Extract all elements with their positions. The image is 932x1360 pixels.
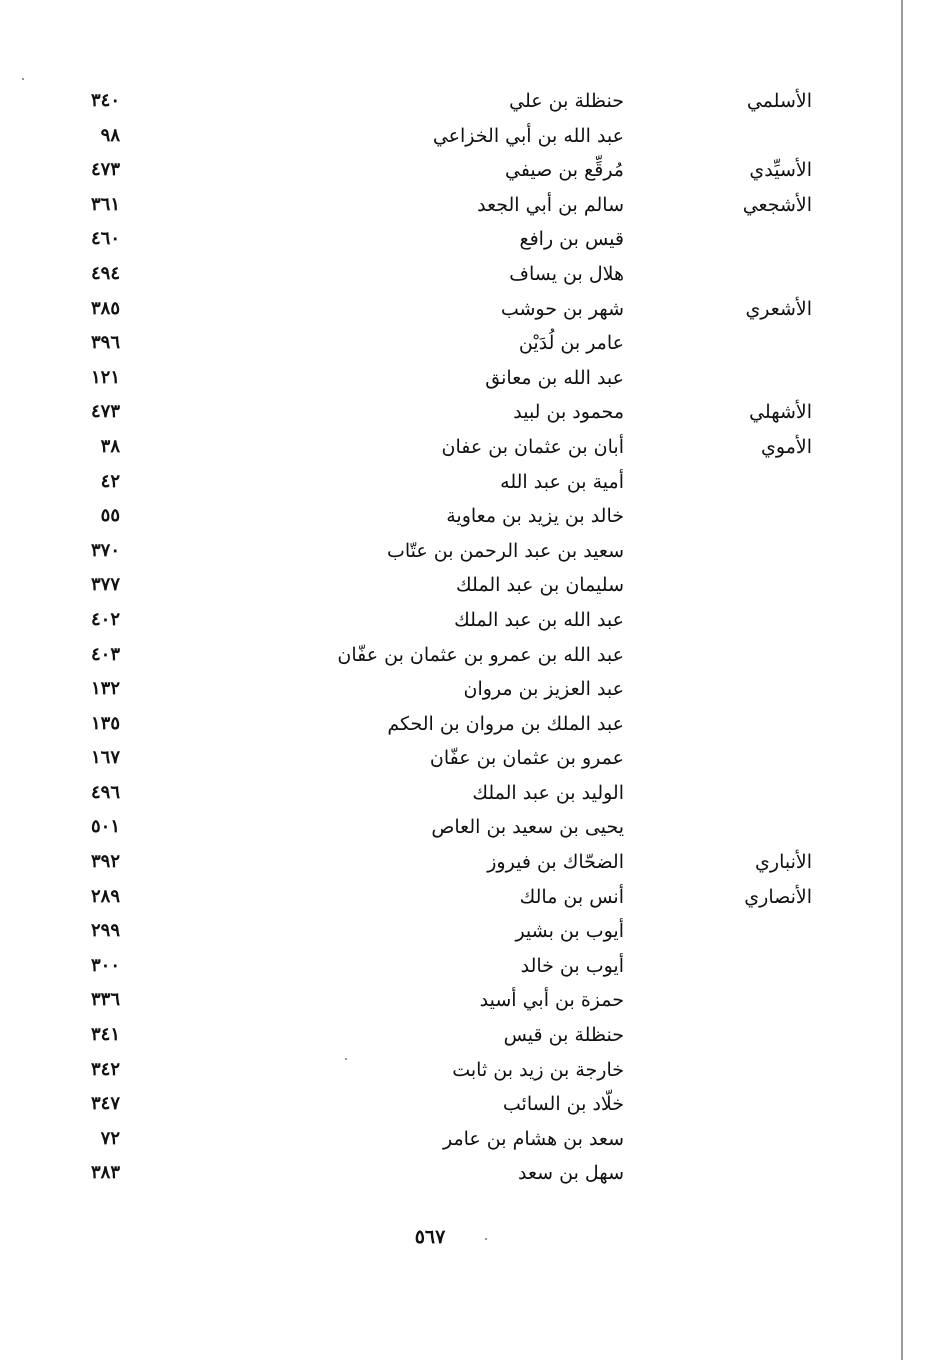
page-number: ٥٦٧ — [414, 1226, 446, 1248]
index-row — [0, 326, 932, 361]
person-name: سليمان بن عبد الملك — [456, 574, 624, 597]
index-row — [0, 119, 932, 154]
index-row — [0, 1156, 932, 1191]
person-name: مُرقِّع بن صيفي — [504, 159, 624, 182]
page-reference: ٢٨٩ — [90, 885, 120, 907]
person-name: عامر بن لُدَيْن — [518, 332, 624, 355]
person-name: حنظلة بن قيس — [503, 1024, 624, 1047]
index-row — [0, 983, 932, 1018]
index-row — [0, 188, 932, 223]
index-row — [0, 776, 932, 811]
scan-speck — [22, 78, 24, 80]
page-reference: ٣٨٣ — [90, 1162, 120, 1184]
index-row — [0, 222, 932, 257]
nisba-label: الأنصاري — [744, 885, 812, 908]
page-reference: ٢٩٩ — [90, 920, 120, 942]
index-row — [0, 672, 932, 707]
person-name: سالم بن أبي الجعد — [477, 193, 624, 216]
nisba-label: الأنباري — [755, 851, 812, 874]
page-reference: ٥٥ — [100, 505, 120, 527]
index-row — [0, 465, 932, 500]
index-row — [0, 845, 932, 880]
index-row — [0, 603, 932, 638]
index-row — [0, 568, 932, 603]
page-reference: ٤٠٢ — [90, 608, 120, 630]
page-reference: ٣٤١ — [90, 1024, 120, 1046]
scan-speck — [345, 1058, 347, 1060]
index-row — [0, 741, 932, 776]
page-reference: ١٦٧ — [90, 747, 120, 769]
person-name: شهر بن حوشب — [500, 297, 624, 320]
index-row — [0, 1122, 932, 1157]
page-reference: ٣٤٠ — [90, 90, 120, 111]
person-name: عبد الله بن أبي الخزاعي — [432, 124, 624, 147]
index-row — [0, 1018, 932, 1053]
page-reference: ١٣٥ — [90, 712, 120, 734]
index-row — [0, 1087, 932, 1122]
page-reference: ١٢١ — [90, 366, 120, 388]
page-reference: ٣٧٠ — [90, 539, 120, 561]
nisba-label: الأشهلي — [749, 401, 812, 424]
person-name: خلّاد بن السائب — [502, 1093, 624, 1116]
index-row — [0, 257, 932, 292]
page-reference: ٣٠٠ — [90, 954, 120, 976]
page-reference: ٤٧٣ — [90, 401, 120, 423]
person-name: خارجة بن زيد بن ثابت — [452, 1058, 624, 1081]
person-name: عبد الله بن معانق — [485, 366, 624, 389]
person-name: عبد الله بن عبد الملك — [454, 608, 624, 631]
index-row — [0, 499, 932, 534]
page-reference: ٣٤٧ — [90, 1093, 120, 1115]
page-reference: ٣٩٢ — [90, 851, 120, 873]
index-row — [0, 153, 932, 188]
nisba-label: الأسلمي — [746, 90, 812, 112]
person-name: أمية بن عبد الله — [500, 470, 624, 493]
person-name: يحيى بن سعيد بن العاص — [431, 816, 624, 839]
person-name: أيوب بن بشير — [515, 920, 624, 943]
index-row — [0, 534, 932, 569]
page-reference: ١٣٢ — [90, 678, 120, 700]
index-row — [0, 949, 932, 984]
person-name: عبد العزيز بن مروان — [463, 678, 624, 701]
index-row — [0, 84, 932, 119]
index-row — [0, 430, 932, 465]
page-reference: ٣٤٢ — [90, 1058, 120, 1080]
person-name: أيوب بن خالد — [520, 954, 624, 977]
index-row — [0, 810, 932, 845]
nisba-label: الأموي — [761, 435, 812, 458]
scan-speck — [485, 1238, 487, 1240]
index-row — [0, 395, 932, 430]
person-name: محمود بن لبيد — [513, 401, 624, 424]
person-name: حمزة بن أبي أسيد — [479, 989, 624, 1012]
page-reference: ٣٦١ — [90, 193, 120, 215]
person-name: سعيد بن عبد الرحمن بن عتّاب — [386, 539, 624, 562]
person-name: عبد الله بن عمرو بن عثمان بن عفّان — [337, 643, 624, 666]
page-reference: ٣٨ — [100, 435, 120, 457]
index-entries — [0, 84, 932, 1191]
page-reference: ٤٦٠ — [90, 228, 120, 250]
person-name: أنس بن مالك — [519, 885, 624, 908]
person-name: هلال بن يساف — [509, 262, 624, 285]
index-row — [0, 292, 932, 327]
person-name: خالد بن يزيد بن معاوية — [446, 505, 624, 528]
person-name: عمرو بن عثمان بن عفّان — [429, 747, 624, 770]
page-reference: ٣٣٦ — [90, 989, 120, 1011]
person-name: أبان بن عثمان بن عفان — [441, 435, 624, 458]
page-reference: ٧٢ — [100, 1127, 120, 1149]
person-name: سعد بن هشام بن عامر — [442, 1127, 624, 1150]
index-row — [0, 880, 932, 915]
page-reference: ٣٨٥ — [90, 297, 120, 319]
page-reference: ٩٨ — [100, 124, 120, 146]
person-name: الوليد بن عبد الملك — [472, 781, 624, 804]
nisba-label: الأشجعي — [742, 193, 812, 216]
index-row — [0, 361, 932, 396]
person-name: سهل بن سعد — [518, 1162, 624, 1185]
page-reference: ٤٩٦ — [90, 781, 120, 803]
page-reference: ٤٢ — [100, 470, 120, 492]
page-reference: ٣٧٧ — [90, 574, 120, 596]
nisba-label: الأشعري — [745, 297, 812, 320]
page-reference: ٤٠٣ — [90, 643, 120, 665]
page-reference: ٣٩٦ — [90, 332, 120, 354]
index-row — [0, 914, 932, 949]
nisba-label: الأسيِّدي — [749, 159, 812, 182]
person-name: حنظلة بن علي — [509, 90, 624, 112]
page-reference: ٥٠١ — [90, 816, 120, 838]
page-reference: ٤٩٤ — [90, 262, 120, 284]
person-name: قيس بن رافع — [519, 228, 624, 251]
page-reference: ٤٧٣ — [90, 159, 120, 181]
person-name: الضحّاك بن فيروز — [487, 851, 624, 874]
index-row — [0, 1053, 932, 1088]
index-row — [0, 707, 932, 742]
person-name: عبد الملك بن مروان بن الحكم — [387, 712, 624, 735]
index-row — [0, 638, 932, 673]
